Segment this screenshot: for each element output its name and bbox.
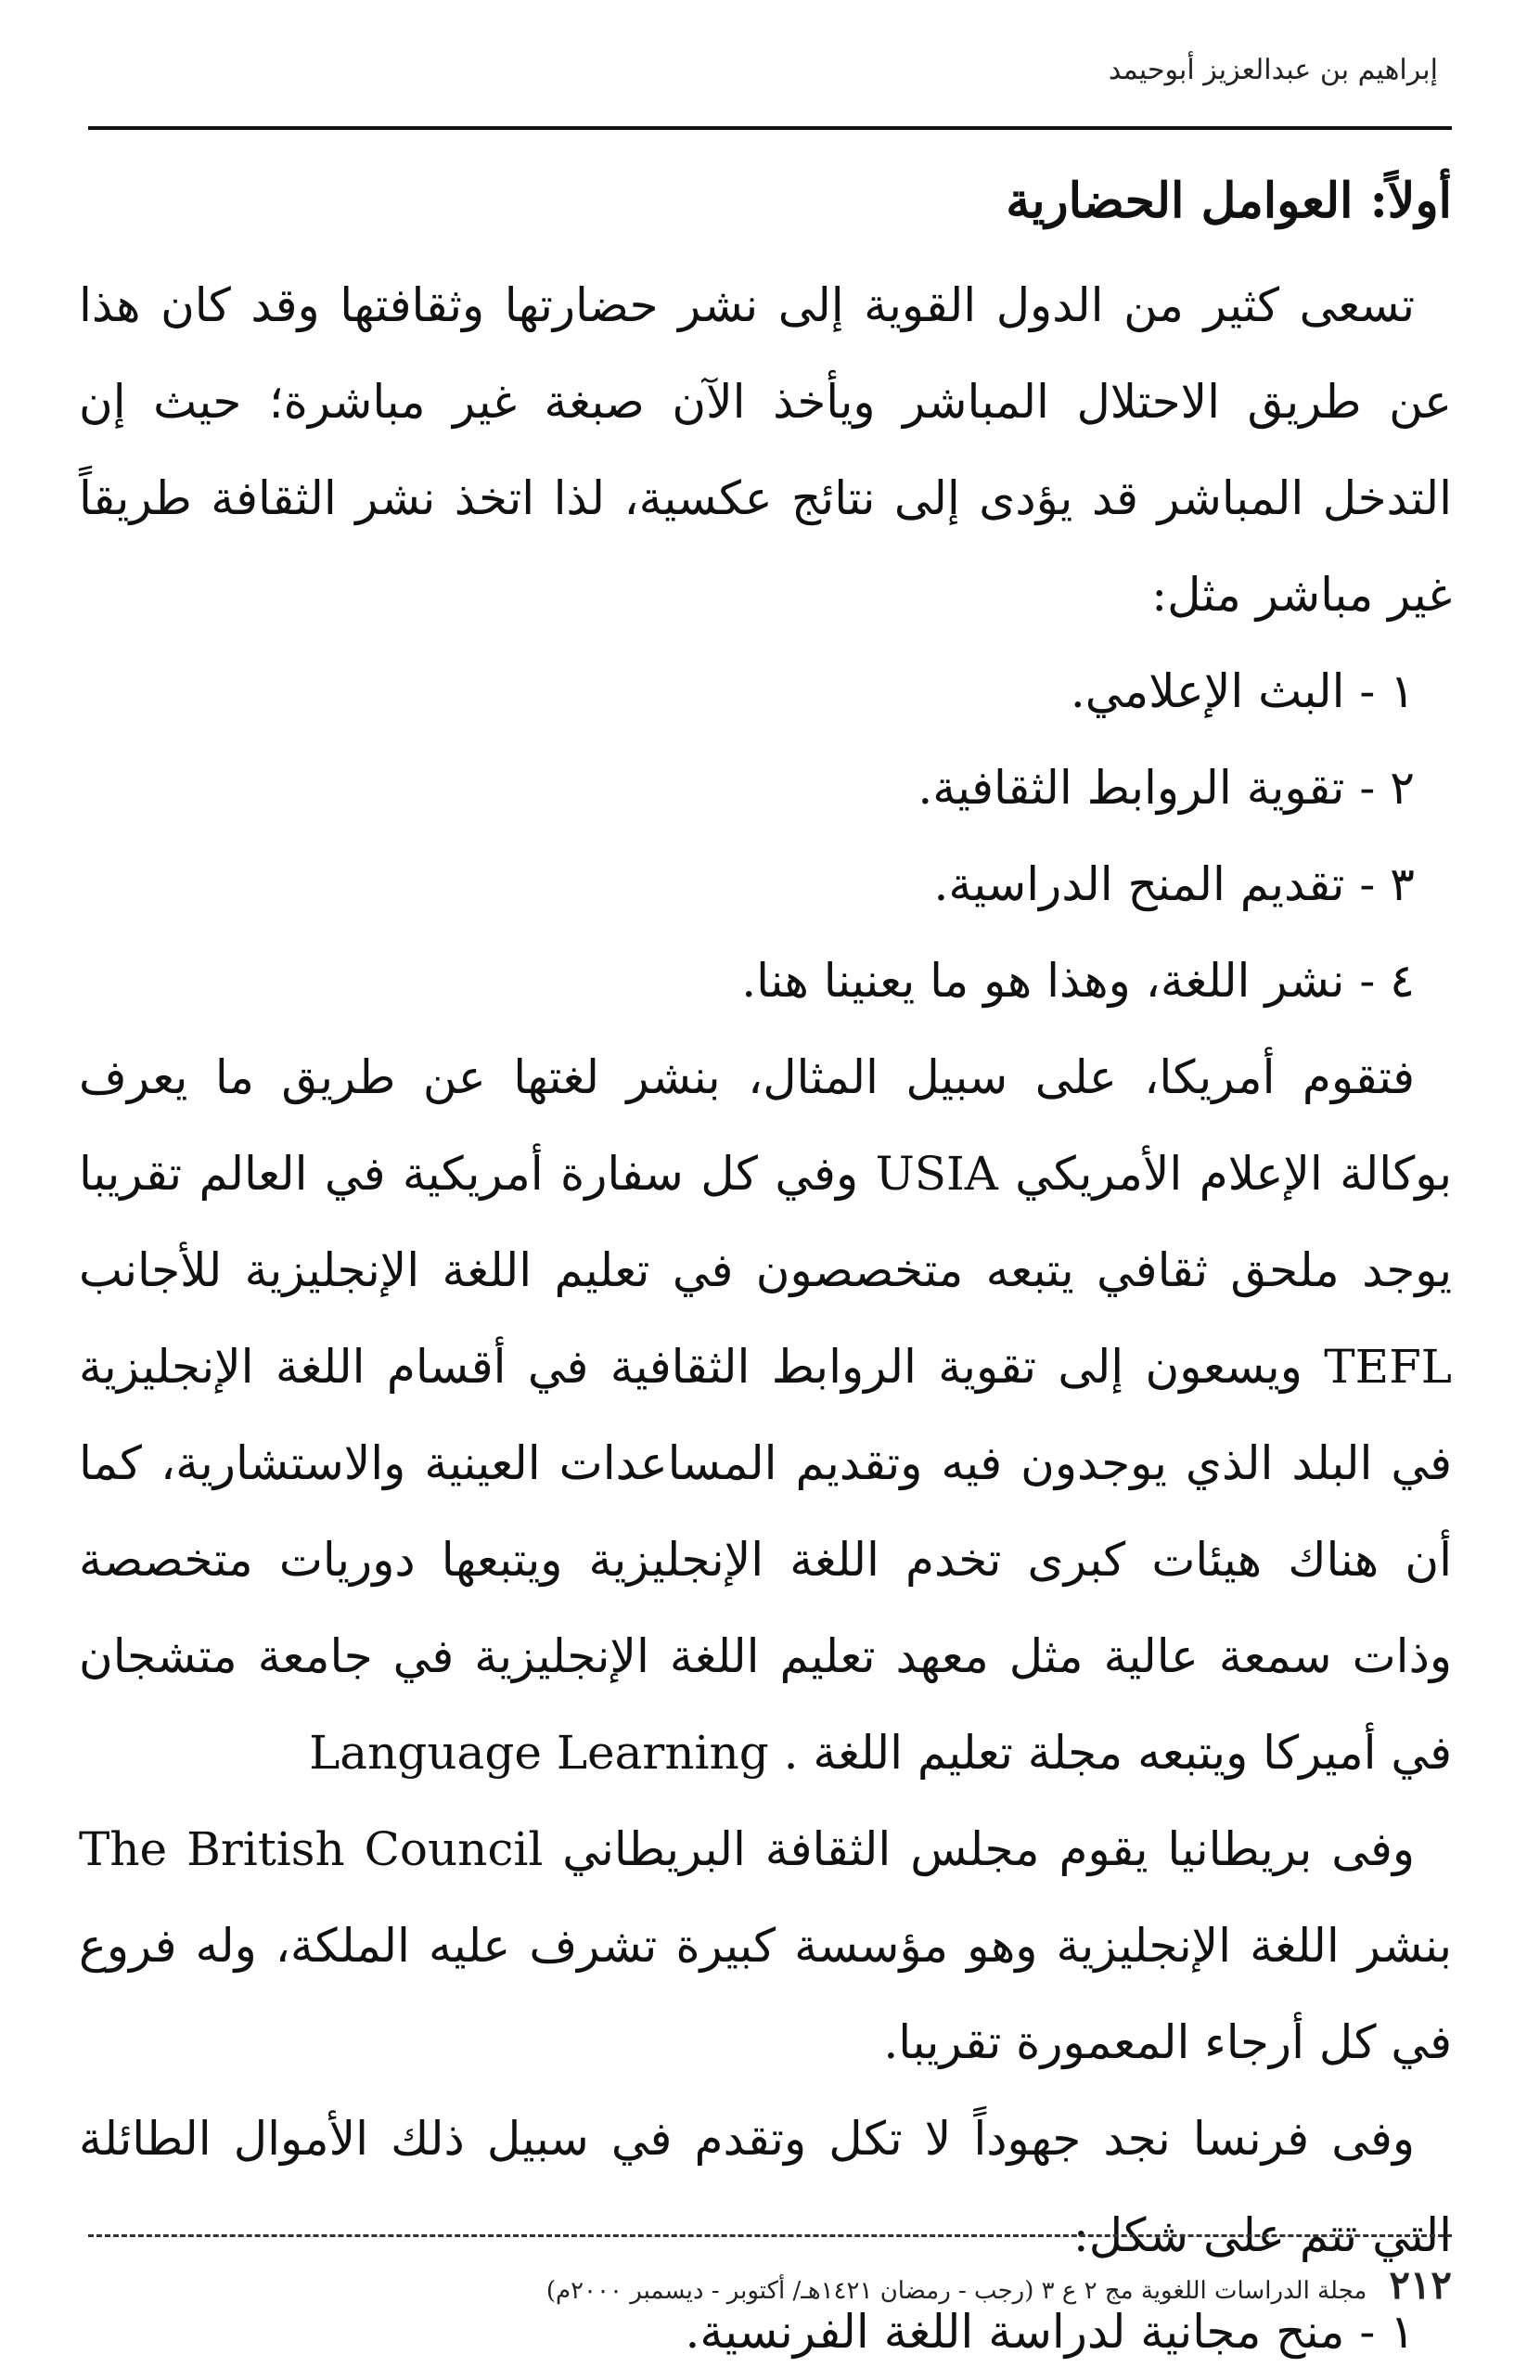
france-paragraph: وفى فرنسا نجد جهوداً لا تكل وتقدم في سبيل ذلك الأموال الطائلة التي تتم على شكل: (79, 2112, 1452, 2262)
list-item: ٢ - تقوية الروابط الثقافية. (918, 761, 1415, 815)
intro-paragraph: تسعى كثير من الدول القوية إلى نشر حضارتها وثقافتها وقد كان هذا عن طريق الاحتلال المباشر ويأخذ الآن صبغة غير مباشرة؛ حيث إن التدخل المباشر قد يؤدى إلى نتائج عكسية، لذا اتخذ نشر الثقافة طريقاً غير مباشر مثل: (79, 278, 1452, 622)
footer-rule (88, 2234, 1452, 2237)
britain-paragraph: وفى بريطانيا يقوم مجلس الثقافة البريطاني The British Council بنشر اللغة الإنجليزية وهو مؤسسة كبيرة تشرف عليه الملكة، وله فروع في كل أرجاء المعمورة تقريبا. (79, 1822, 1452, 2069)
indirect-methods-list (79, 643, 1452, 1029)
america-paragraph: فتقوم أمريكا، على سبيل المثال، بنشر لغتها عن طريق ما يعرف بوكالة الإعلام الأمريكي USIA وفي كل سفارة أمريكية في العالم تقريبا يوجد ملحق ثقافي يتبعه متخصصون في تعليم اللغة الإنجليزية للأجانب TEFL ويسعون إلى تقوية الروابط الثقافية في أقسام اللغة الإنجليزية في البلد الذي يوجدون فيه وتقديم المساعدات العينية والاستشارية، كما أن هناك هيئات كبرى تخدم اللغة الإنجليزية ويتبعها دوريات متخصصة وذات سمعة عالية مثل معهد تعليم اللغة الإنجليزية في جامعة متشجان في أميركا ويتبعه مجلة تعليم اللغة . Language Learning (79, 1050, 1452, 1780)
header-rule (88, 126, 1452, 130)
list-item: ٣ - تقديم المنح الدراسية. (933, 857, 1415, 911)
section-heading: أولاً: العوامل الحضارية (1006, 173, 1452, 229)
list-item: ١ - البث الإعلامي. (1070, 664, 1415, 718)
page-footer (546, 2262, 1452, 2308)
list-item: ٤ - نشر اللغة، وهذا هو ما يعنينا هنا. (741, 954, 1415, 1008)
page-content (79, 162, 1452, 2380)
running-header: إبراهيم بن عبدالعزيز أبوحيمد (1108, 54, 1438, 86)
list-item: ١ - منح مجانية لدراسة اللغة الفرنسية. (685, 2305, 1415, 2359)
journal-citation: مجلة الدراسات اللغوية مج ٢ ع ٣ (رجب - رمضان ١٤٢١هـ/ أكتوبر - ديسمبر ٢٠٠٠م) (545, 2277, 1367, 2305)
page-number: ٢١٢ (1389, 2262, 1452, 2308)
